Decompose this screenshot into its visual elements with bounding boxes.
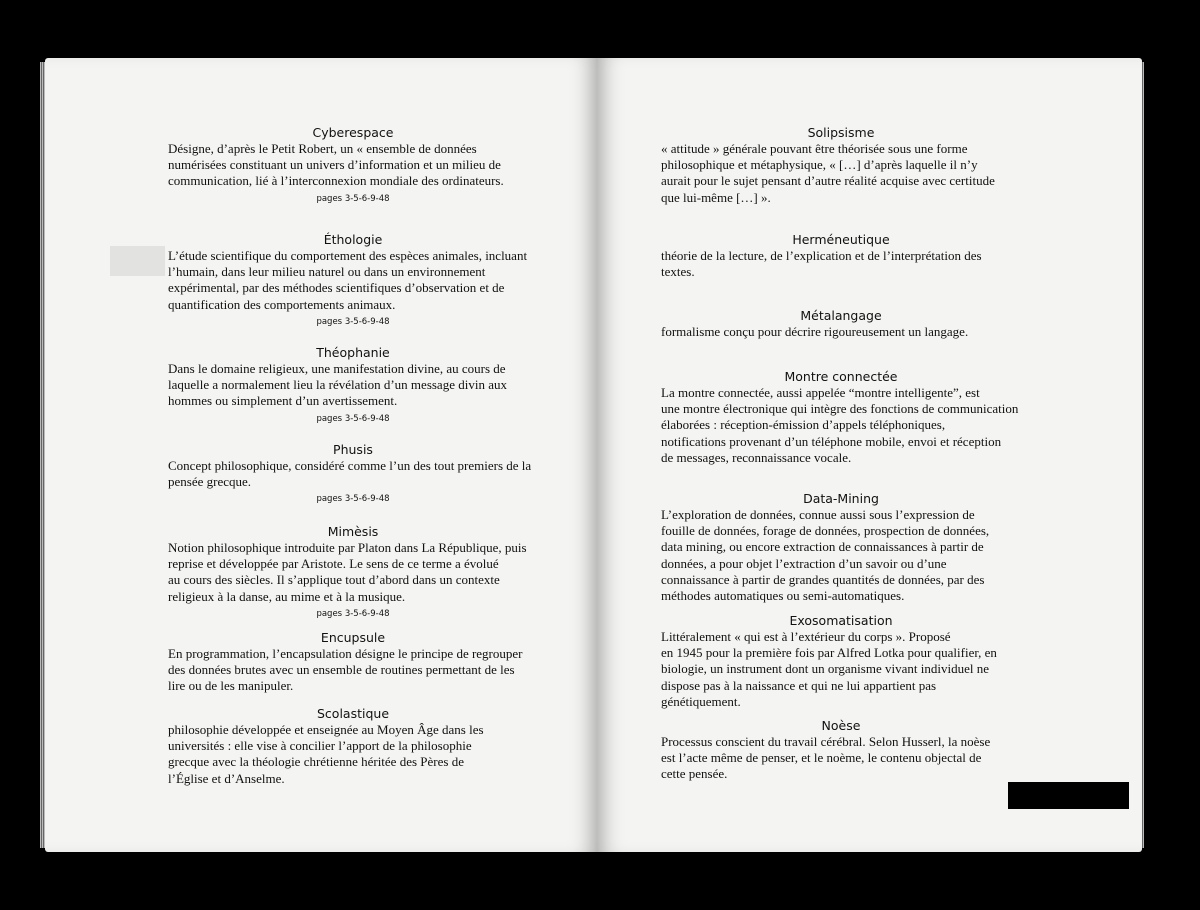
- entry-term: Herméneutique: [792, 232, 890, 247]
- entry-page-refs: pages 3-5-6-9-48: [316, 316, 390, 327]
- glossary-entry-phusis: [168, 442, 538, 506]
- entry-definition: Désigne, d’après le Petit Robert, un « ensemble de données numérisées constituant un univers d’information et un milieu de communication, lié à l’interconnexion mondiale des ordinateurs.: [168, 141, 504, 189]
- glossary-entry-hermeneutique: [661, 232, 1021, 280]
- entry-definition: « attitude » générale pouvant être théorisée sous une forme philosophique et métaphysique, « […] d’après laquelle il n’y aurait pour le sujet pensant d’autre réalité acquise avec certitude que lui-même […] ».: [661, 141, 995, 205]
- entry-definition: Dans le domaine religieux, une manifestation divine, au cours de laquelle a normalement lieu la révélation d’un message divin aux hommes ou simplement d’un avertissement.: [168, 361, 507, 409]
- entry-term: Scolastique: [316, 706, 390, 721]
- entry-page-refs: pages 3-5-6-9-48: [316, 193, 390, 204]
- glossary-entry-scolastique: [168, 706, 538, 787]
- entry-definition: La montre connectée, aussi appelée “montre intelligente”, est une montre électronique qui intègre des fonctions de communication élaborées : réception-émission d’appels téléphoniques, notifications provenant d’un téléphone mobile, envoi et réception de messages, reconnaissance vocale.: [661, 385, 1019, 465]
- entry-term: Solipsisme: [807, 125, 875, 140]
- thumb-index-tab: [1008, 782, 1129, 809]
- entry-page-refs: pages 3-5-6-9-48: [316, 494, 390, 505]
- glossary-entry-data-mining: [661, 491, 1021, 604]
- glossary-entry-exosomatisation: [661, 613, 1021, 710]
- glossary-entry-ethologie: [168, 232, 538, 329]
- entry-term: Mimèsis: [327, 524, 379, 539]
- glossary-entry-mimesis: [168, 524, 538, 621]
- entry-page-refs: pages 3-5-6-9-48: [316, 413, 390, 424]
- glossary-entry-solipsisme: [661, 125, 1021, 206]
- entry-definition: L’exploration de données, connue aussi sous l’expression de fouille de données, forage de données, prospection de données, data mining, ou encore extraction de connaissances à partir de données, a pour objet l’extraction d’un savoir ou d’une connaissance à partir de grandes quantités de données, par des méthodes automatiques ou semi-automatiques.: [661, 507, 990, 604]
- entry-term: Cyberespace: [312, 125, 394, 140]
- entry-definition: philosophie développée et enseignée au Moyen Âge dans les universités : elle vise à concilier l’apport de la philosophie grecque avec la théologie chrétienne héritée des Pères de l’Église et d’Anselme.: [168, 722, 484, 786]
- entry-page-refs: pages 3-5-6-9-48: [316, 608, 390, 619]
- entry-term: Exosomatisation: [789, 613, 893, 628]
- entry-definition: Littéralement « qui est à l’extérieur du corps ». Proposé en 1945 pour la première fois par Alfred Lotka pour qualifier, en biologie, un instrument dont un organisme vivant individuel ne dispose pas à la naissance et qui ne lui appartient pas génétiquement.: [661, 629, 997, 709]
- glossary-entry-encupsule: [168, 630, 538, 695]
- entry-definition: Concept philosophique, considéré comme l’un des tout premiers de la pensée grecque.: [168, 458, 532, 490]
- entry-term: Phusis: [333, 442, 373, 457]
- entry-definition: En programmation, l’encapsulation désigne le principe de regrouper des données brutes avec un ensemble de routines permettant de les lire ou de les manipuler.: [168, 646, 523, 694]
- entry-term: Éthologie: [323, 232, 383, 247]
- entry-definition: formalisme conçu pour décrire rigoureusement un langage.: [661, 324, 969, 339]
- glossary-entry-noese: [661, 718, 1021, 783]
- glossary-entry-cyberespace: [168, 125, 538, 206]
- entry-definition: Processus conscient du travail cérébral. Selon Husserl, la noèse est l’acte même de penser, et le noème, le contenu objectal de cette pensée.: [661, 734, 991, 782]
- entry-term: Encupsule: [320, 630, 386, 645]
- show-through-mark: [110, 246, 165, 276]
- entry-term: Montre connectée: [784, 369, 898, 384]
- entry-definition: L’étude scientifique du comportement des espèces animales, incluant l’humain, dans leur milieu naturel ou dans un environnement expérimental, par des méthodes scientifiques d’observation et de quantification des comportements animaux.: [168, 248, 528, 312]
- entry-term: Data-Mining: [803, 491, 879, 506]
- glossary-entry-theophanie: [168, 345, 538, 426]
- entry-definition: Notion philosophique introduite par Platon dans La République, puis reprise et développée par Aristote. Le sens de ce terme a évolué au cours des siècles. Il s’applique tout d’abord dans un contexte religieux à la danse, au mime et à la musique.: [168, 540, 527, 604]
- entry-term: Métalangage: [800, 308, 882, 323]
- entry-term: Théophanie: [316, 345, 390, 360]
- entry-term: Noèse: [821, 718, 861, 733]
- entry-definition: théorie de la lecture, de l’explication et de l’interprétation des textes.: [661, 248, 982, 280]
- glossary-entry-metalangage: [661, 308, 1021, 340]
- glossary-entry-montre-connectee: [661, 369, 1021, 466]
